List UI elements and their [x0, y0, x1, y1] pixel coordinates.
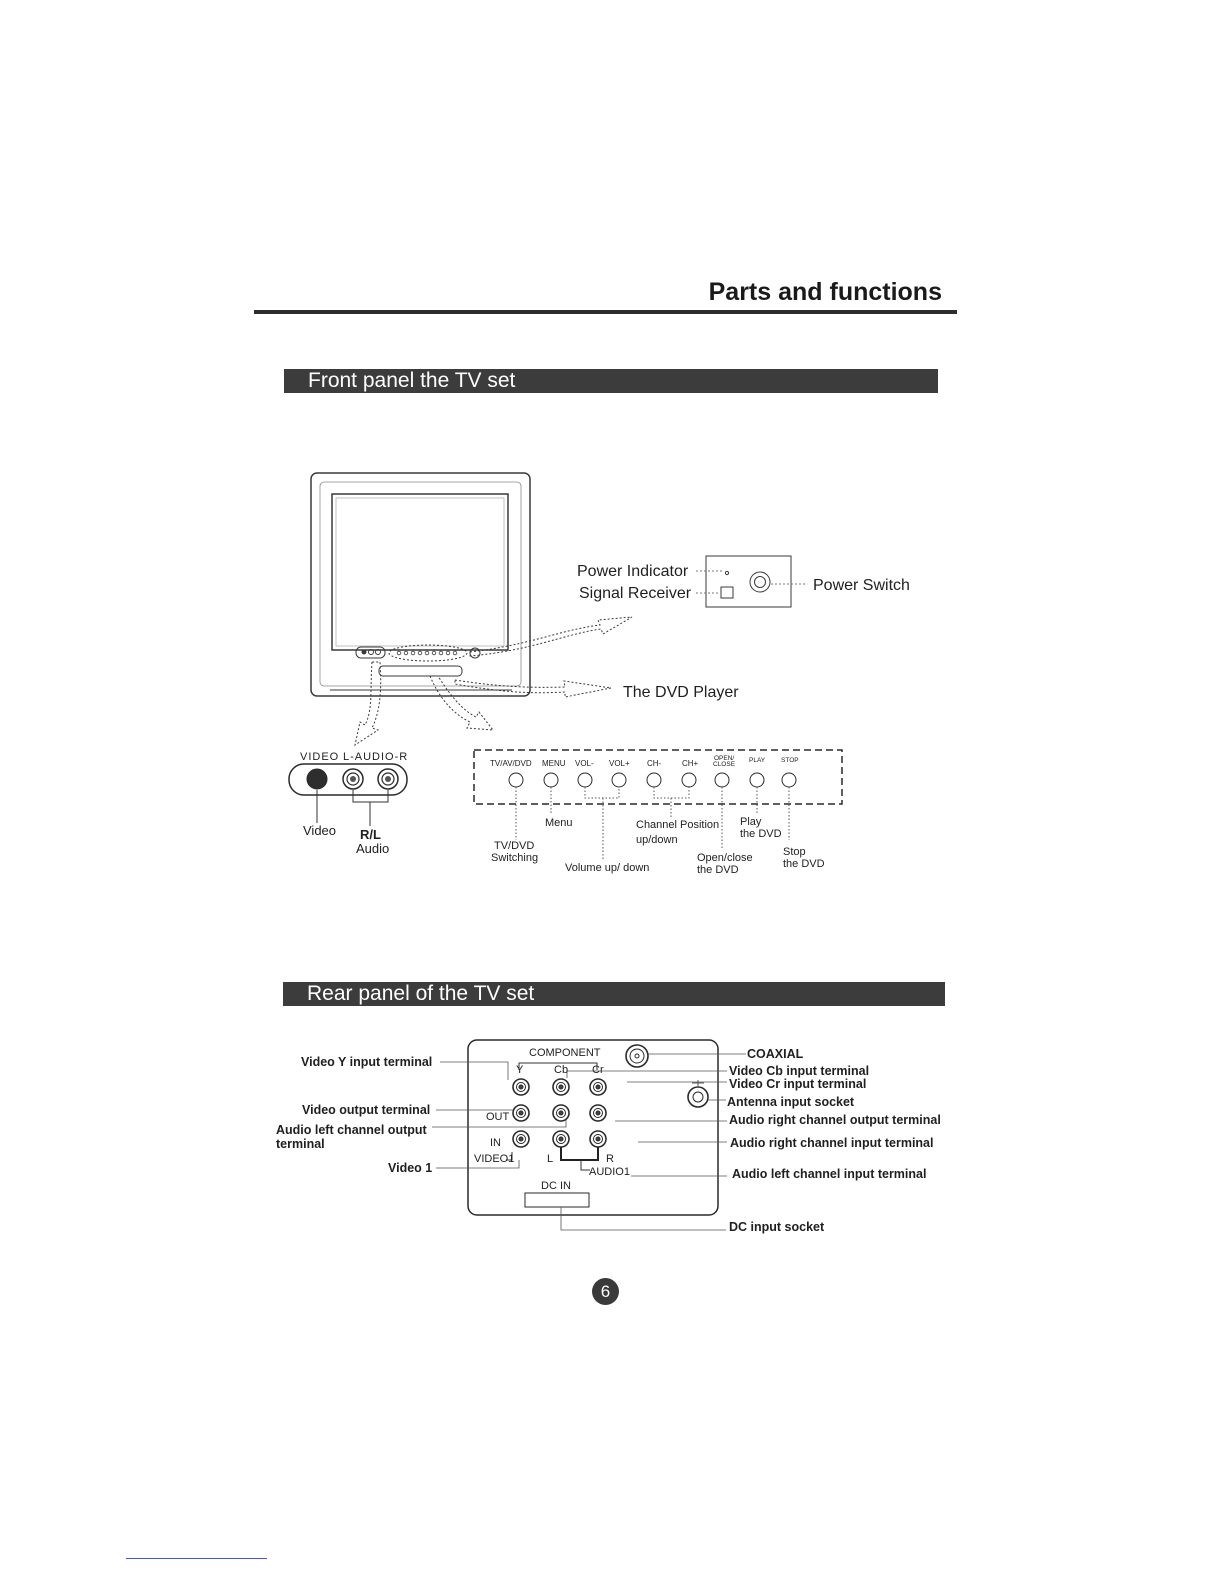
page-number-badge: 6 [592, 1278, 619, 1305]
panel-y: Y [516, 1064, 524, 1076]
label-stop-1: Stop [783, 846, 806, 858]
label-tvdvd-1: TV/DVD [494, 840, 535, 852]
label-dc-socket: DC input socket [729, 1220, 825, 1234]
button-tag-vol-down: VOL- [575, 759, 594, 768]
label-audio-left-out-2: terminal [276, 1137, 325, 1151]
label-coaxial: COAXIAL [747, 1047, 804, 1061]
label-audio-right-in: Audio right channel input terminal [730, 1136, 934, 1150]
label-channel-2: up/down [636, 834, 678, 846]
button-tag-ch-down: CH- [647, 759, 662, 768]
label-audio-left-in: Audio left channel input terminal [732, 1167, 927, 1181]
label-rl: R/L [360, 827, 381, 842]
panel-l: L [547, 1153, 554, 1165]
label-video-cb: Video Cb input terminal [729, 1064, 870, 1078]
label-video-out: Video output terminal [302, 1103, 431, 1117]
label-open-1: Open/close [697, 852, 753, 864]
label-video-cr: Video Cr input terminal [729, 1077, 867, 1091]
panel-cb: Cb [554, 1064, 569, 1076]
label-volume: Volume up/ down [565, 862, 650, 874]
button-tag-menu: MENU [542, 759, 566, 768]
label-video1: Video 1 [388, 1161, 433, 1175]
jack-tag-video: VIDEO [300, 751, 340, 763]
button-tag-ch-up: CH+ [682, 759, 699, 768]
panel-dc-in: DC IN [541, 1180, 571, 1192]
bottom-link-rule [126, 1558, 267, 1559]
panel-out: OUT [486, 1111, 510, 1123]
label-play-1: Play [740, 816, 762, 828]
panel-r: R [606, 1153, 614, 1165]
label-tvdvd-2: Switching [491, 852, 539, 864]
jack-tag-audio: L-AUDIO-R [343, 751, 409, 763]
rear-jacks [513, 1079, 606, 1147]
section-heading-rear: Rear panel of the TV set [283, 982, 945, 1006]
label-power-indicator: Power Indicator [577, 563, 689, 580]
label-signal-receiver: Signal Receiver [579, 585, 692, 602]
panel-video1: VIDEO1 [474, 1153, 515, 1165]
panel-component: COMPONENT [529, 1047, 601, 1059]
label-audio-right-out: Audio right channel output terminal [729, 1113, 941, 1127]
section-heading-front: Front panel the TV set [284, 369, 938, 393]
label-antenna: Antenna input socket [727, 1095, 855, 1109]
label-channel-1: Channel Position [636, 819, 720, 831]
button-tag-play: PLAY [749, 757, 766, 764]
label-video-y: Video Y input terminal [301, 1055, 433, 1069]
label-audio-left-out-1: Audio left channel output [276, 1123, 427, 1137]
antenna-socket [688, 1087, 708, 1107]
label-video-jack: Video [303, 823, 337, 838]
button-tag-vol-up: VOL+ [609, 759, 630, 768]
label-play-2: the DVD [740, 828, 782, 840]
panel-cr: Cr [592, 1064, 604, 1076]
panel-in: IN [490, 1137, 501, 1149]
page-title: Parts and functions [708, 278, 942, 306]
button-tag-open: OPEN/ [714, 755, 735, 762]
label-power-switch: Power Switch [813, 577, 910, 594]
label-menu: Menu [545, 817, 573, 829]
button-tag-close: CLOSE [713, 761, 736, 768]
dc-in-socket [525, 1193, 589, 1207]
panel-audio1: AUDIO1 [589, 1166, 630, 1178]
button-tag-tvavdvd: TV/AV/DVD [490, 759, 532, 768]
label-stop-2: the DVD [783, 858, 825, 870]
label-dvd-player: The DVD Player [623, 684, 739, 701]
button-tag-stop: STOP [781, 757, 799, 764]
coaxial-socket [626, 1045, 648, 1067]
label-open-2: the DVD [697, 864, 739, 876]
label-audio-jack: Audio [356, 841, 390, 856]
